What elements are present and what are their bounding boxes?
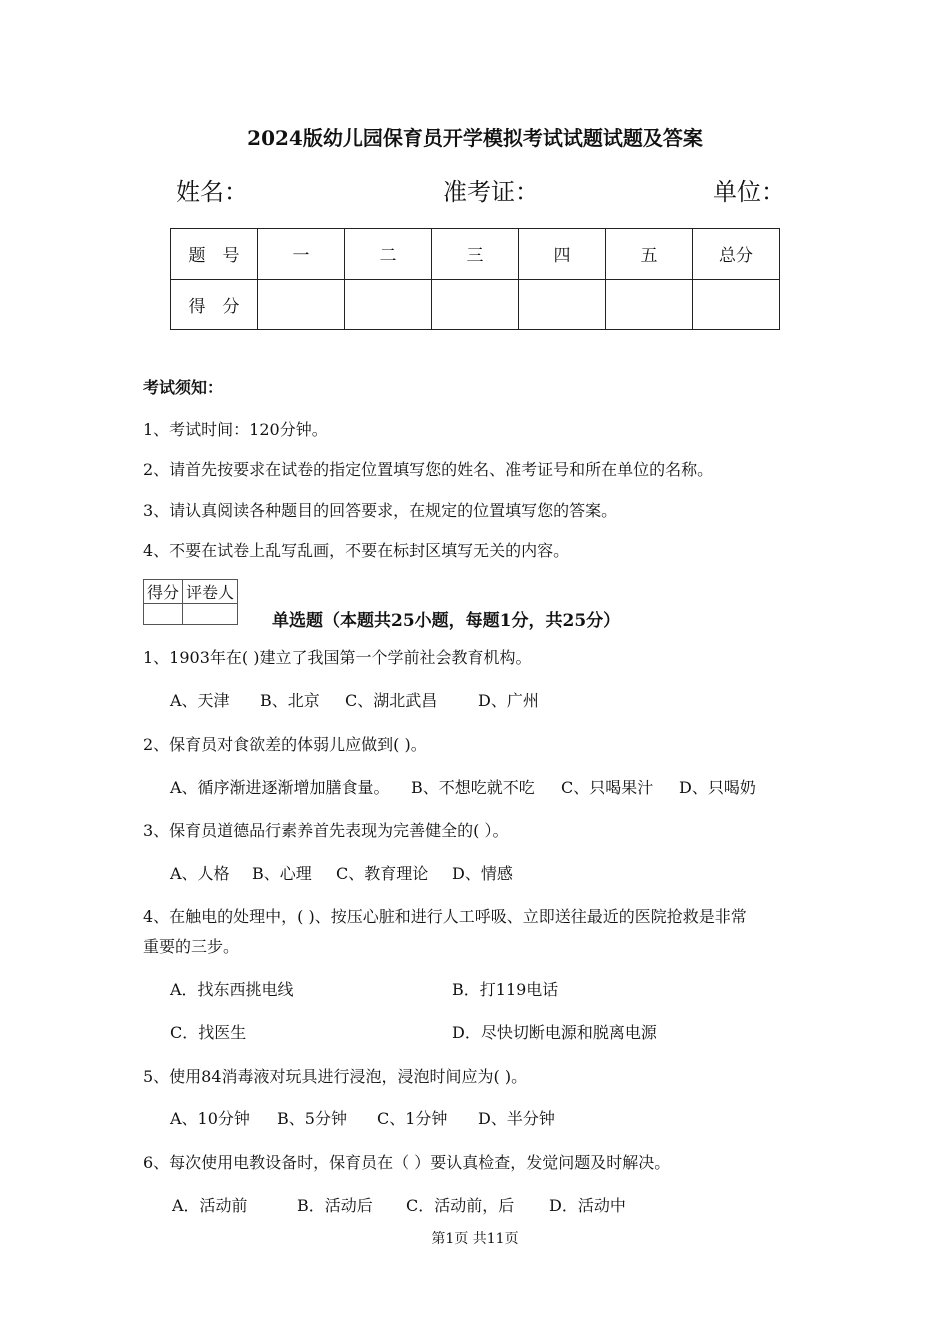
unit-field-label: 单位： (713, 178, 785, 206)
option-a: A、人格 (170, 864, 230, 883)
option-b: B．活动后 (297, 1196, 373, 1215)
option-b: B、5分钟 (277, 1109, 347, 1128)
notice-item: 3、请认真阅读各种题目的回答要求，在规定的位置填写您的答案。 (143, 501, 618, 520)
score-table-cell: 二 (345, 229, 432, 280)
option-a: A．找东西挑电线 (170, 980, 294, 999)
exam-id-field-label: 准考证： (443, 178, 539, 206)
question-stem: 6、每次使用电教设备时，保育员在（ ）要认真检查，发觉问题及时解决。 (143, 1153, 671, 1172)
question-stem: 5、使用84消毒液对玩具进行浸泡，浸泡时间应为( )。 (143, 1067, 528, 1086)
score-table-cell: 五 (606, 229, 693, 280)
option-d: D、情感 (452, 864, 513, 883)
score-table-header-row (171, 229, 780, 280)
option-c: C．活动前，后 (406, 1196, 515, 1215)
score-entry-cell[interactable] (606, 279, 693, 330)
grader-name-cell[interactable] (183, 604, 238, 625)
score-table-cell: 得 分 (171, 279, 258, 330)
grader-name-label: 评卷人 (183, 580, 238, 604)
question-stem: 3、保育员道德品行素养首先表现为完善健全的( ）。 (143, 821, 509, 840)
score-table-cell: 三 (432, 229, 519, 280)
question-stem: 1、1903年在( )建立了我国第一个学前社会教育机构。 (143, 648, 532, 667)
score-entry-cell[interactable] (345, 279, 432, 330)
name-field-label: 姓名： (176, 178, 248, 206)
page-number: 第1页 共11页 (431, 1231, 519, 1247)
option-a: A、循序渐进逐渐增加膳食量。 (170, 778, 390, 797)
score-table (170, 228, 780, 330)
document-title: 2024版幼儿园保育员开学模拟考试试题试题及答案 (247, 126, 703, 150)
notice-heading: 考试须知： (143, 378, 224, 397)
notice-item: 4、不要在试卷上乱写乱画，不要在标封区填写无关的内容。 (143, 541, 570, 560)
question-stem: 4、在触电的处理中，( )、按压心脏和进行人工呼吸、立即送往最近的医院抢救是非常 (143, 907, 747, 926)
option-c: C、只喝果汁 (561, 778, 654, 797)
score-entry-cell[interactable] (693, 279, 780, 330)
option-a: A．活动前 (172, 1196, 248, 1215)
notice-item: 2、请首先按要求在试卷的指定位置填写您的姓名、准考证号和所在单位的名称。 (143, 460, 714, 479)
score-entry-cell[interactable] (519, 279, 606, 330)
notice-item: 1、考试时间：120分钟。 (143, 420, 328, 439)
option-b: B．打119电话 (452, 980, 559, 999)
score-table-score-row (171, 279, 780, 330)
grader-box (143, 579, 238, 625)
section-title: 单选题（本题共25小题，每题1分，共25分） (272, 611, 621, 631)
option-d: D．活动中 (549, 1196, 626, 1215)
option-b: B、北京 (260, 691, 320, 710)
option-d: D、只喝奶 (679, 778, 756, 797)
score-table-cell: 总分 (693, 229, 780, 280)
option-c: C．找医生 (170, 1023, 247, 1042)
option-d: D、广州 (478, 691, 539, 710)
score-entry-cell[interactable] (432, 279, 519, 330)
option-a: A、天津 (170, 691, 230, 710)
score-table-cell: 一 (258, 229, 345, 280)
option-d: D．尽快切断电源和脱离电源 (452, 1023, 657, 1042)
option-a: A、10分钟 (170, 1109, 250, 1128)
score-table-cell: 题 号 (171, 229, 258, 280)
grader-score-cell[interactable] (144, 604, 183, 625)
option-d: D、半分钟 (478, 1109, 555, 1128)
question-stem-continued: 重要的三步。 (143, 937, 240, 956)
option-b: B、心理 (252, 864, 312, 883)
option-b: B、不想吃就不吃 (411, 778, 535, 797)
option-c: C、湖北武昌 (345, 691, 438, 710)
option-c: C、1分钟 (377, 1109, 448, 1128)
score-entry-cell[interactable] (258, 279, 345, 330)
score-table-cell: 四 (519, 229, 606, 280)
option-c: C、教育理论 (336, 864, 429, 883)
grader-score-label: 得分 (144, 580, 183, 604)
question-stem: 2、保育员对食欲差的体弱儿应做到( )。 (143, 735, 427, 754)
